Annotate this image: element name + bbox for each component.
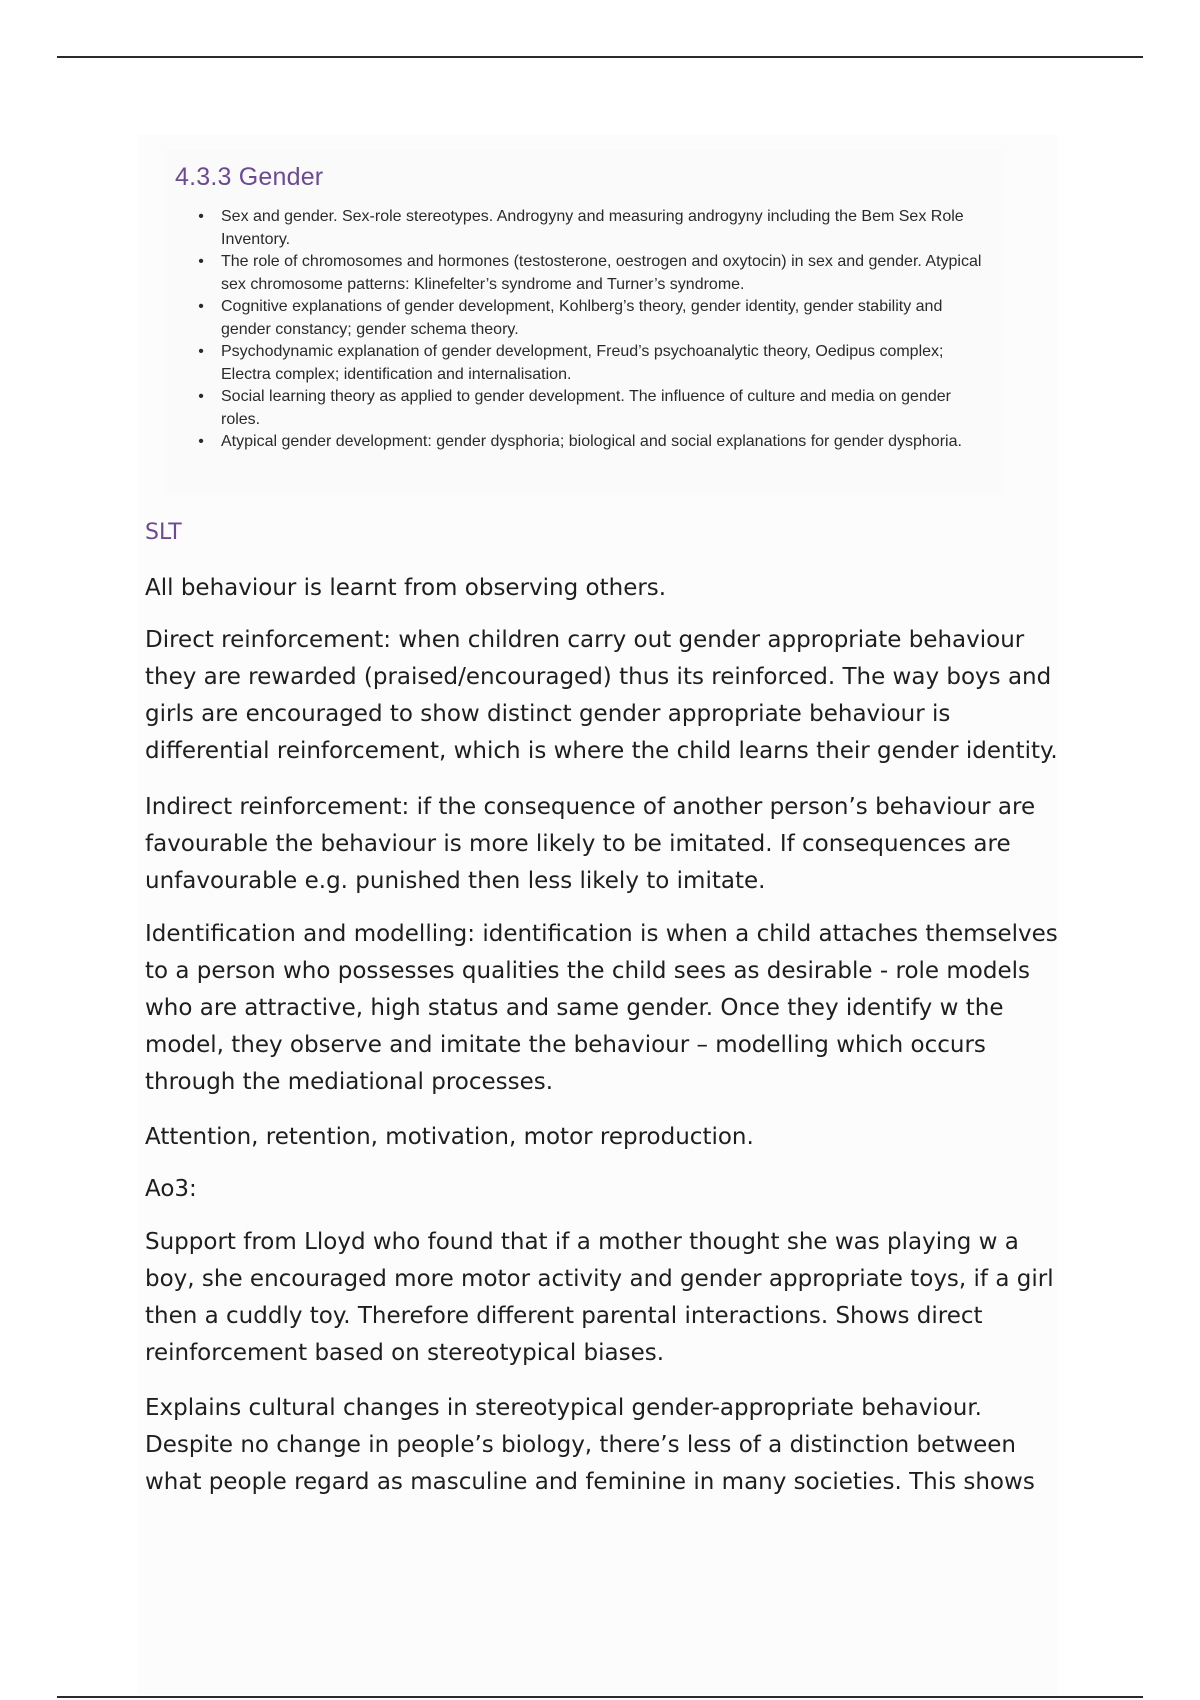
spec-item-text: The role of chromosomes and hormones (testosterone, oestrogen and oxytocin) in sex and gender. Atypical sex chromosome patterns: Klinefelter’s syndrome and Turner’s syndrome. [221,253,982,293]
header-rule [57,56,1143,58]
paragraph: Support from Lloyd who found that if a mother thought she was playing w a boy, she encouraged more motor activity and gender appropriate toys, if a girl then a cuddly toy. Therefore different parental interactions. Shows direct reinforcement based on stereotypical biases. [145,1229,1054,1366]
spec-item-text: Sex and gender. Sex-role stereotypes. Androgyny and measuring androgyny including the Bem Sex Role Inventory. [221,208,964,248]
paragraph: Indirect reinforcement: if the consequence of another person’s behaviour are favourable the behaviour is more likely to be imitated. If consequences are unfavourable e.g. punished then less likely to imitate. [145,794,1036,894]
spec-item [195,386,985,431]
section-heading-slt: SLT [145,520,182,545]
bullet-icon: • [198,433,204,450]
paragraph: Attention, retention, motivation, motor reproduction. [145,1124,754,1150]
bullet-icon: • [198,298,204,315]
spec-item-text: Psychodynamic explanation of gender development, Freud’s psychoanalytic theory, Oedipus complex; Electra complex; identification and internalisation. [221,343,944,383]
footer-rule [57,1696,1143,1698]
spec-item [195,431,985,454]
bullet-icon: • [198,343,204,360]
spec-item-text: Social learning theory as applied to gender development. The influence of culture and media on gender roles. [221,388,951,428]
spec-item-text: Atypical gender development: gender dysphoria; biological and social explanations for gender dysphoria. [221,433,962,450]
spec-item [195,251,985,296]
spec-item-text: Cognitive explanations of gender development, Kohlberg’s theory, gender identity, gender stability and gender constancy; gender schema theory. [221,298,943,338]
paragraph: Direct reinforcement: when children carry out gender appropriate behaviour they are rewarded (praised/encouraged) thus its reinforced. The way boys and girls are encouraged to show distinct gender appropriate behaviour is differential reinforcement, which is where the child learns their gender identity. [145,627,1058,764]
spec-list [195,206,985,454]
paragraph: Explains cultural changes in stereotypical gender-appropriate behaviour. Despite no change in people’s biology, there’s less of a distinction between what people regard as masculine and feminine in many societies. This shows [145,1395,1035,1495]
paragraph: All behaviour is learnt from observing others. [145,575,667,601]
spec-item [195,341,985,386]
spec-item [195,206,985,251]
paragraph: Identification and modelling: identification is when a child attaches themselves to a person who possesses qualities the child sees as desirable - role models who are attractive, high status and same gender. Once they identify w the model, they observe and imitate the behaviour – modelling which occurs through the mediational processes. [145,921,1058,1095]
bullet-icon: • [198,253,204,270]
paragraph: Ao3: [145,1176,197,1202]
spec-item [195,296,985,341]
bullet-icon: • [198,208,204,225]
bullet-icon: • [198,388,204,405]
spec-title: 4.3.3 Gender [175,163,324,191]
